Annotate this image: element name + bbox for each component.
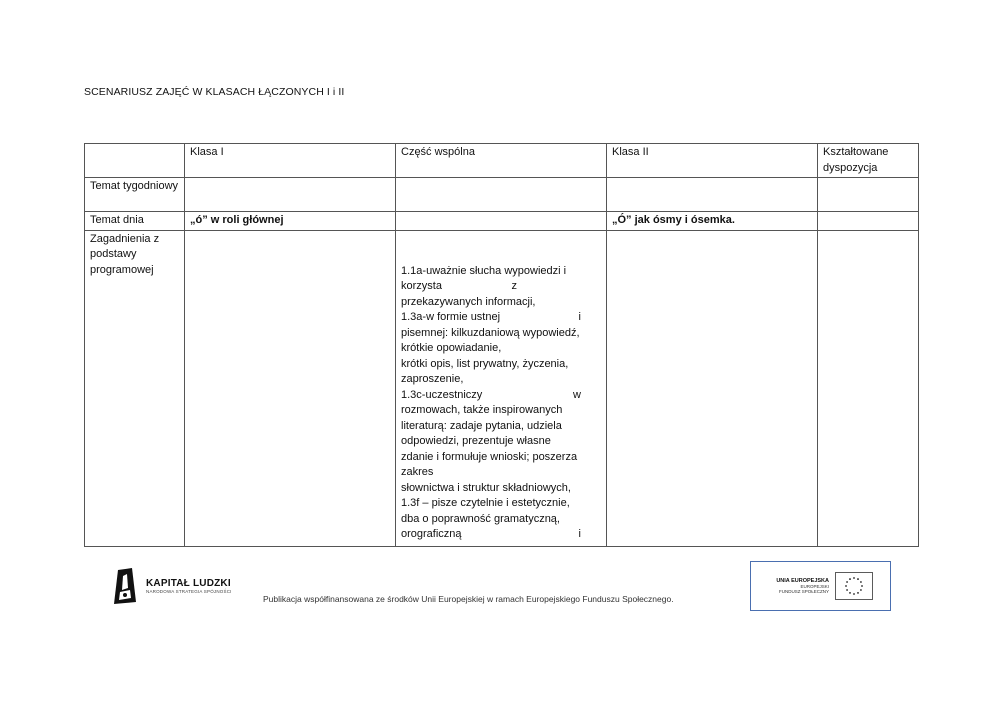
core-class-2-cell (607, 230, 818, 546)
scenario-table (84, 143, 919, 547)
header-common-part: Część wspólna (396, 144, 607, 178)
header-empty-cell (85, 144, 185, 178)
kapital-ludzki-text (146, 578, 232, 594)
kapital-ludzki-subtitle: NARODOWA STRATEGIA SPÓJNOŚCI (146, 589, 232, 594)
eu-star-icon (861, 585, 863, 587)
eu-star-icon (860, 581, 862, 583)
core-dispositions-cell (818, 230, 919, 546)
core-line-part: i (578, 528, 581, 540)
core-line: odpowiedzi, prezentuje własne (401, 435, 551, 447)
header-class-1: Klasa I (185, 144, 396, 178)
week-topic-common-cell (396, 178, 607, 212)
day-topic-class-2: „Ó” jak ósmy i ósemka. (607, 212, 818, 231)
core-line: krótkie opowiadanie, (401, 342, 502, 354)
eu-star-icon (845, 585, 847, 587)
header-dispositions: Kształtowane dyspozycja (818, 144, 919, 178)
eu-star-icon (853, 577, 855, 579)
core-line-part: i (578, 311, 581, 323)
week-topic-class-1-cell (185, 178, 396, 212)
core-line: zakres (401, 466, 434, 478)
core-curriculum-label: Zagadnienia z podstawy programowej (85, 230, 185, 546)
day-topic-dispositions-cell (818, 212, 919, 231)
core-line-part: 1.3c-uczestniczy (401, 388, 483, 401)
day-topic-class-1: „ó” w roli głównej (185, 212, 396, 231)
core-line: rozmowach, także inspirowanych (401, 404, 563, 416)
day-topic-label: Temat dnia (85, 212, 185, 231)
eu-fund-line-2: FUNDUSZ SPOŁECZNY (778, 589, 829, 594)
table-row-day-topic (85, 212, 919, 231)
core-line (401, 279, 601, 295)
core-line: 1.3f – pisze czytelnie i estetycznie, (401, 497, 570, 509)
core-line: pisemnej: kilkuzdaniową wypowiedź, (401, 326, 580, 339)
core-line: słownictwa i struktur składniowych, (401, 481, 571, 494)
core-line (401, 310, 601, 326)
eu-star-icon (846, 589, 848, 591)
core-common-text (401, 264, 601, 543)
core-line (401, 527, 601, 543)
kapital-ludzki-mark-icon (112, 568, 138, 604)
core-line-part: 1.3a-w formie ustnej (401, 311, 501, 323)
core-line (401, 388, 601, 404)
core-line: dba o poprawność gramatyczną, (401, 512, 560, 525)
eu-fund-line-1: EUROPEJSKI (800, 584, 829, 589)
funding-note: Publikacja współfinansowana ze środków Unii Europejskiej w ramach Europejskiego Funduszu Społecznego. (263, 594, 674, 604)
core-line-part: w (573, 388, 581, 401)
week-topic-class-2-cell (607, 178, 818, 212)
core-line: zdanie i formułuje wnioski; poszerza (401, 450, 578, 463)
table-row-week-topic (85, 178, 919, 212)
eu-flag-icon (835, 572, 873, 600)
core-common-cell (396, 230, 607, 546)
eu-star-icon (849, 592, 851, 594)
core-line-part: orograficzną (401, 528, 462, 540)
eu-name: UNIA EUROPEJSKA (776, 578, 829, 584)
eu-logo (750, 561, 891, 611)
week-topic-label: Temat tygodniowy (85, 178, 185, 212)
core-line-part: korzysta (401, 280, 442, 292)
eu-star-icon (846, 581, 848, 583)
core-class-1-cell (185, 230, 396, 546)
header-class-2: Klasa II (607, 144, 818, 178)
eu-star-icon (849, 578, 851, 580)
core-line: zaproszenie, (401, 373, 464, 385)
week-topic-dispositions-cell (818, 178, 919, 212)
kapital-ludzki-name: KAPITAŁ LUDZKI (146, 578, 231, 589)
core-line-part: z (511, 280, 517, 292)
eu-star-icon (860, 589, 862, 591)
core-line: przekazywanych informacji, (401, 295, 536, 308)
eu-star-icon (857, 578, 859, 580)
eu-star-icon (857, 592, 859, 594)
core-line: krótki opis, list prywatny, życzenia, (401, 357, 569, 370)
eu-star-icon (853, 593, 855, 595)
table-row-core-curriculum (85, 230, 919, 546)
table-header-row (85, 144, 919, 178)
core-line: 1.1a-uważnie słucha wypowiedzi i (401, 264, 567, 277)
kapital-ludzki-logo (112, 568, 232, 604)
core-line: literaturą: zadaje pytania, udziela (401, 419, 562, 432)
eu-logo-text (751, 578, 835, 594)
day-topic-common-cell (396, 212, 607, 231)
document-title: SCENARIUSZ ZAJĘĆ W KLASACH ŁĄCZONYCH I i II (84, 86, 345, 98)
